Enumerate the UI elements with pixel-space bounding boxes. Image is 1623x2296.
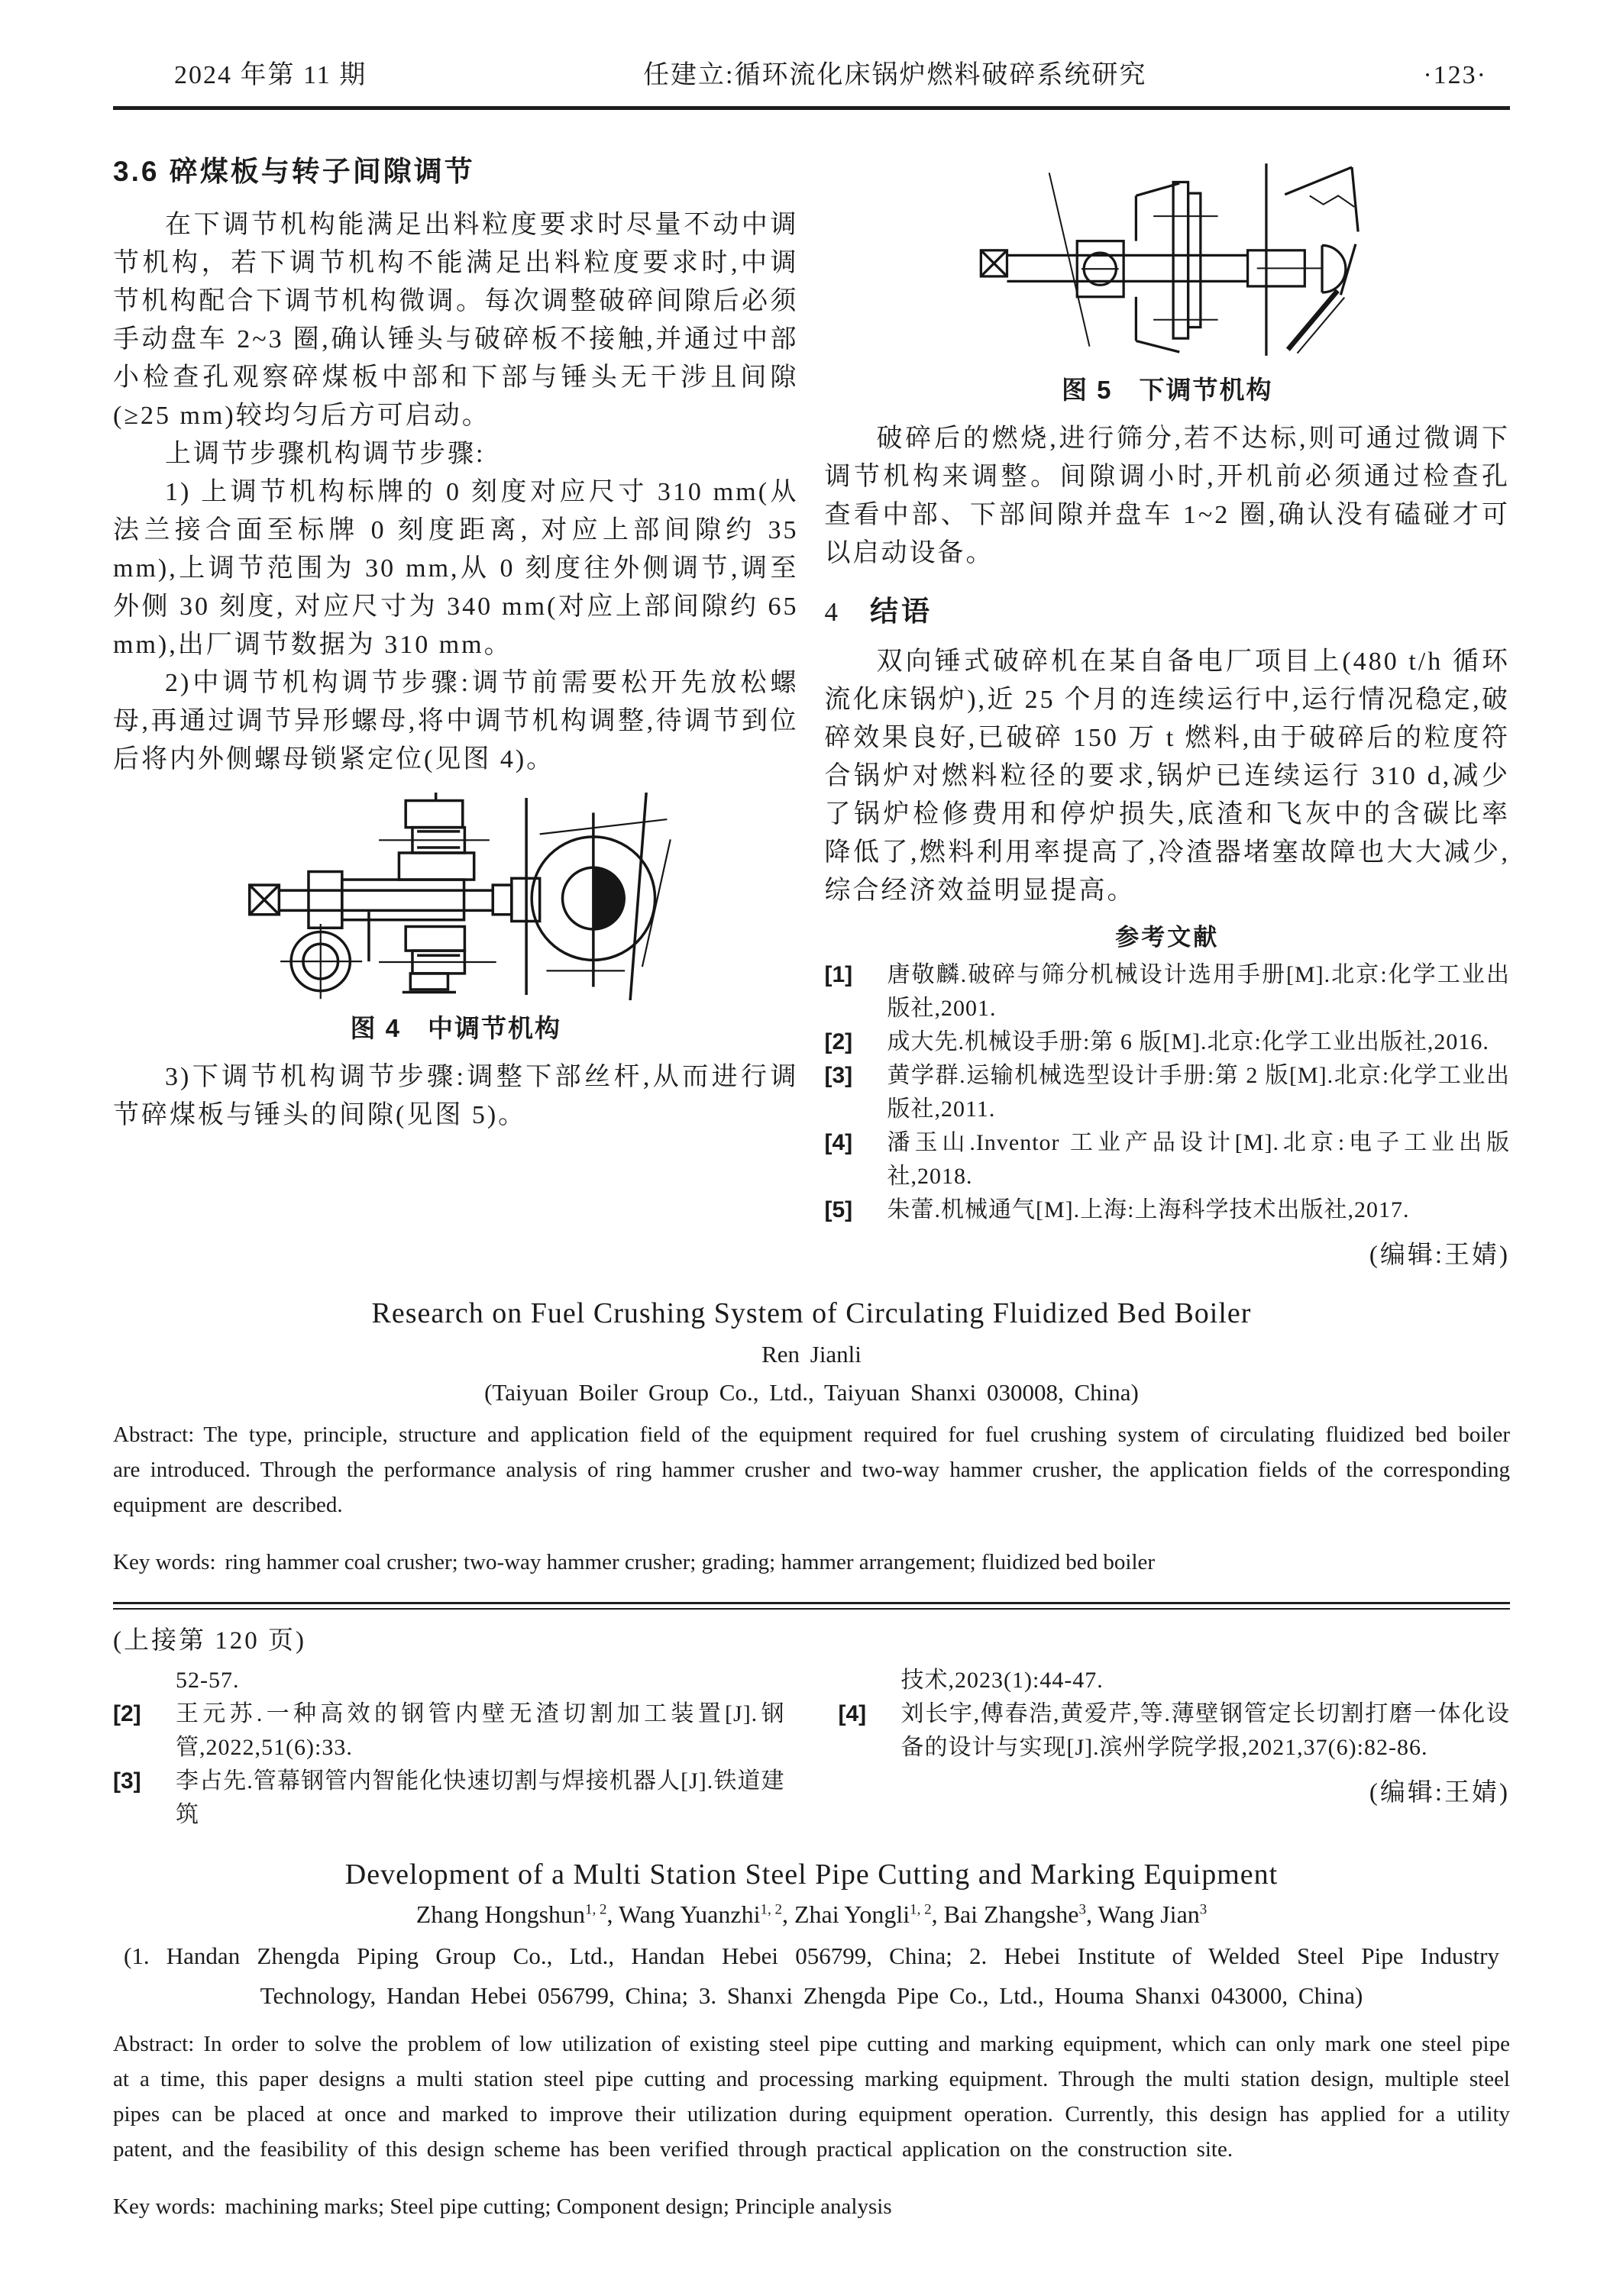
english2-title: Development of a Multi Station Steel Pipe Cutting and Marking Equipment <box>344 1858 1279 1891</box>
author: Wang Jian$^3$ <box>1098 1900 1208 1928</box>
journal-issue: 2024 年第 11 期 <box>174 61 367 89</box>
left-column <box>113 144 799 1271</box>
continuation-right-column <box>839 1664 1511 1832</box>
reference-text: 成大先.机械设手册:第 6 版[M].北京:化学工业出版社,2016. <box>887 1029 1489 1054</box>
paragraph: 2)中调节机构调节步骤:调节前需要松开先放松螺母,再通过调节异形螺母,将中调节机构调整,待调节到位后将内外侧螺母锁紧定位(见图 4)。 <box>113 669 799 773</box>
author-superscript: 1, 2 <box>760 1901 782 1918</box>
reference-number: [5] <box>824 1197 853 1222</box>
english-block-1 <box>113 1297 1510 1580</box>
editor-note: (编辑:王婧) <box>1369 1242 1510 1269</box>
keywords-text: ring hammer coal crusher; two-way hammer crusher; grading; hammer arrangement; fluidized bed boiler <box>225 1550 1156 1574</box>
paragraph: 双向锤式破碎机在某自备电厂项目上(480 t/h 循环流化床锅炉),近 25 个月的连续运行中,运行情况稳定,破碎效果良好,已破碎 150 万 t 燃料,由于破碎后的粒度符合锅炉对燃料粒径的要求,锅炉已连续运行 310 d,减少了锅炉检修费用和停炉损失,底渣和飞灰中的含碳比率降低了,燃料利用率提高了,冷渣器堵塞故障也大大减少,综合经济效益明显提高。 <box>824 647 1510 905</box>
section-4-title: 结语 <box>870 596 933 627</box>
english-block-2 <box>113 1858 1510 2224</box>
english2-keywords <box>113 2189 1510 2224</box>
reference-item <box>839 1697 1511 1765</box>
page-number: ·123· <box>1423 61 1487 89</box>
section-3-6-heading: 3.6 碎煤板与转子间隙调节 <box>113 156 475 187</box>
continuation-columns <box>113 1664 1510 1832</box>
reference-number <box>839 1664 901 1697</box>
reference-item <box>113 1765 785 1832</box>
author: Zhai Yongli$^{1, 2}$, <box>794 1900 944 1928</box>
section-4-number: 4 <box>824 597 838 627</box>
english2-affiliation: (1. Handan Zhengda Piping Group Co., Ltd., Handan Hebei 056799, China; 2. Hebei Institute of Welded Steel Pipe Industry Technology, Handan Hebei 056799, China; 3. Shanxi Zhengda Pipe Co., Ltd., Houma Shanxi 043000, China) <box>124 1942 1499 2009</box>
figure-5 <box>825 157 1511 366</box>
section-4-heading <box>825 588 1511 629</box>
right-column <box>825 144 1511 1271</box>
paragraph: 1) 上调节机构标牌的 0 刻度对应尺寸 310 mm(从法兰接合面至标牌 0 刻度距离, 对应上部间隙约 35 mm),上调节范围为 30 mm,从 0 刻度往外侧调节,调至外侧 30 刻度, 对应尺寸为 340 mm(对应上部间隙约 65 mm),出厂调节数据为 310 mm。 <box>113 478 799 659</box>
author-superscript: 1, 2 <box>585 1901 607 1918</box>
abstract-label: Abstract: <box>113 2032 195 2056</box>
reference-item <box>825 958 1511 1025</box>
page-header <box>113 53 1510 91</box>
reference-text: 52-57. <box>176 1668 240 1693</box>
editor-note: (编辑:王婧) <box>1369 1779 1510 1807</box>
reference-text: 技术,2023(1):44-47. <box>900 1668 1104 1693</box>
reference-item <box>825 1126 1511 1193</box>
figure5-caption: 图 5 下调节机构 <box>1061 376 1273 404</box>
english1-affiliation: (Taiyuan Boiler Group Co., Ltd., Taiyuan Shanxi 030008, China) <box>484 1379 1139 1406</box>
reference-text: 唐敬麟.破碎与筛分机械设计选用手册[M].北京:化学工业出版社,2001. <box>887 962 1510 1021</box>
author-superscript: 1, 2 <box>910 1901 932 1918</box>
figure5-drawing <box>930 157 1404 362</box>
keywords-label: Key words: <box>113 2194 216 2219</box>
figure4-drawing <box>212 793 700 1000</box>
paragraph: 上调节步骤机构调节步骤: <box>165 440 486 468</box>
reference-item <box>825 1193 1511 1227</box>
reference-number: [3] <box>824 1063 853 1088</box>
reference-item <box>825 1059 1511 1126</box>
section-divider-rule <box>113 1602 1510 1610</box>
reference-text: 王元苏.一种高效的钢管内壁无渣切割加工装置[J].钢管,2022,51(6):33. <box>176 1701 785 1760</box>
figure4-caption: 图 4 中调节机构 <box>350 1014 562 1042</box>
reference-number: [1] <box>824 962 853 987</box>
reference-item <box>113 1664 785 1697</box>
reference-text: 李占先.管幕钢管内智能化快速切割与焊接机器人[J].铁道建筑 <box>176 1768 785 1827</box>
author-superscript: 3 <box>1078 1901 1086 1918</box>
reference-item <box>825 1025 1511 1059</box>
reference-number: [3] <box>113 1768 141 1794</box>
continuation-note: (上接第 120 页) <box>113 1627 306 1655</box>
reference-text: 刘长宇,傅春浩,黄爱芹,等.薄壁钢管定长切割打磨一体化设备的设计与实现[J].滨州学院学报,2021,37(6):82-86. <box>900 1701 1510 1760</box>
main-columns <box>113 144 1510 1271</box>
continuation-left-column <box>113 1664 785 1832</box>
reference-number: [4] <box>838 1701 867 1726</box>
abstract-text: The type, principle, structure and application field of the equipment required for fuel crushing system of circulating fluidized bed boiler are introduced. Through the performance analysis of ring hammer crusher and two-way hammer crusher, the application fields of the corresponding equipment are described. <box>113 1422 1510 1517</box>
paragraph: 破碎后的燃烧,进行筛分,若不达标,则可通过微调下调节机构来调整。间隙调小时,开机前必须通过检查孔查看中部、下部间隙并盘车 1~2 圈,确认没有磕碰才可以启动设备。 <box>824 425 1510 567</box>
reference-number: [2] <box>824 1029 853 1054</box>
running-title: 任建立:循环流化床锅炉燃料破碎系统研究 <box>643 61 1147 89</box>
header-rule <box>113 106 1510 110</box>
english2-authors <box>113 1900 1510 1929</box>
english1-title: Research on Fuel Crushing System of Circulating Fluidized Bed Boiler <box>371 1297 1252 1329</box>
abstract-label: Abstract: <box>113 1422 195 1447</box>
author: Bai Zhangshe$^3$, <box>943 1900 1098 1928</box>
keywords-label: Key words: <box>113 1550 216 1574</box>
paragraph: 在下调节机构能满足出料粒度要求时尽量不动中调节机构，若下调节机构不能满足出料粒度要求时,中调节机构配合下调节机构微调。每次调整破碎间隙后必须手动盘车 2~3 圈,确认锤头与破碎板不接触,并通过中部小检查孔观察碎煤板中部和下部与锤头无干涉且间隙(≥25 mm)较均匀后方可启动。 <box>113 211 799 430</box>
figure-4 <box>113 793 799 1004</box>
reference-number: [4] <box>824 1130 853 1155</box>
english1-author: Ren Jianli <box>761 1341 862 1368</box>
reference-item <box>839 1664 1511 1697</box>
references-heading: 参考文献 <box>1115 924 1220 951</box>
author: Wang Yuanzhi$^{1, 2}$, <box>618 1900 794 1928</box>
abstract-text: In order to solve the problem of low utilization of existing steel pipe cutting and marking equipment, which can only mark one steel pipe at a time, this paper designs a multi station steel pipe cutting and processing marking equipment. Through the multi station design, multiple steel pipes can be placed at once and marked to improve their utilization during equipment operation. Currently, this design has applied for a utility patent, and the feasibility of this design scheme has been verified through practical application on the construction site. <box>113 2032 1510 2162</box>
author: Zhang Hongshun$^{1, 2}$, <box>415 1900 619 1928</box>
english1-abstract <box>113 1417 1510 1523</box>
reference-text: 黄学群.运输机械选型设计手册:第 2 版[M].北京:化学工业出版社,2011. <box>887 1063 1510 1122</box>
author-superscript: 3 <box>1199 1901 1208 1918</box>
paragraph: 3)下调节机构调节步骤:调整下部丝杆,从而进行调节碎煤板与锤头的间隙(见图 5)。 <box>113 1063 799 1129</box>
reference-item <box>113 1697 785 1765</box>
keywords-text: machining marks; Steel pipe cutting; Component design; Principle analysis <box>225 2194 892 2219</box>
english2-abstract <box>113 2026 1510 2167</box>
reference-number <box>113 1664 176 1697</box>
english1-keywords <box>113 1545 1510 1580</box>
reference-text: 潘玉山.Inventor 工业产品设计[M].北京:电子工业出版社,2018. <box>887 1130 1510 1189</box>
reference-number: [2] <box>113 1701 141 1726</box>
reference-text: 朱蕾.机械通气[M].上海:上海科学技术出版社,2017. <box>887 1197 1410 1222</box>
